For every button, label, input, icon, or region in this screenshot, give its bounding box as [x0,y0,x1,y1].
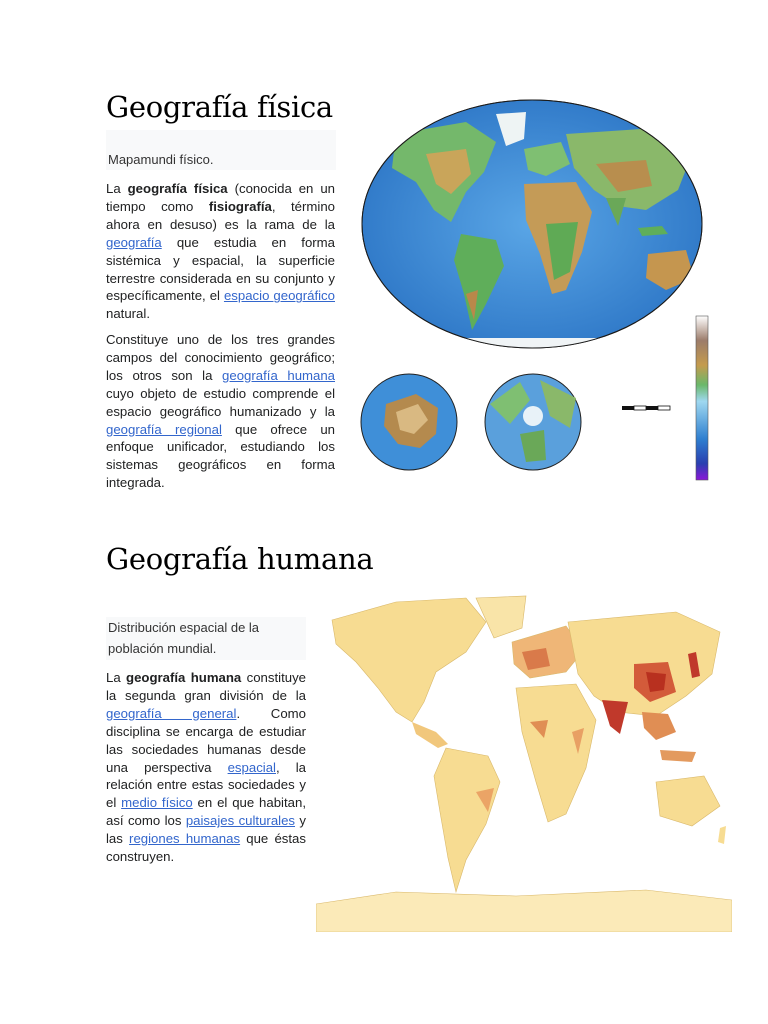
elevation-legend [694,314,714,482]
link-espacio-geografico[interactable]: espacio geográfico [223,288,335,304]
paragraph-fisica-1 [106,180,335,323]
physical-world-map [356,94,708,354]
text: , la relación entre estas sociedades y el [106,759,306,811]
link-geografia-regional[interactable]: geografía regional [106,421,222,437]
caption-text: Distribución espacial de la población mundial. [108,620,260,656]
map-caption-poblacion [106,617,306,660]
link-geografia-humana[interactable]: geografía humana [222,367,336,383]
bold-term: geografía física [127,181,228,196]
scale-bar [618,396,674,420]
arctic-globe [480,364,586,480]
bold-term: fisiografía [208,198,272,214]
section-title-geografia-fisica: Geografía física [106,90,333,124]
link-geografia[interactable]: geografía [106,234,162,250]
text: cuyo objeto de estudio comprende el espacio geográfico humanizado y la [106,385,335,419]
paragraph-humana-1 [106,669,306,866]
paragraph-fisica-2 [106,331,335,492]
link-regiones-humanas[interactable]: regiones humanas [129,831,241,847]
link-paisajes-culturales[interactable]: paisajes culturales [185,813,296,829]
caption-text: Mapamundi físico. [108,152,214,167]
text: , término ahora en desuso) es la rama de la [106,198,335,232]
link-geografia-general[interactable]: geografía general [106,705,237,721]
text: natural. [106,306,150,322]
map-caption-fisico [106,130,336,170]
text: Constituye uno de los tres grandes campos del conocimiento geográfico; los otros son la [106,332,335,383]
text: (conocida en un tiempo como [106,181,335,214]
text: constituye la segunda gran división de la [106,670,306,703]
bold-term: geografía humana [126,670,242,685]
text: y las [106,813,306,847]
link-espacial[interactable]: espacial [227,759,276,775]
section-title-geografia-humana: Geografía humana [106,542,374,576]
text: La [106,181,128,196]
text: que estudia en forma sistémica y espacial, la superficie terrestre considerada en su conjunto y específicamente, el [106,234,335,304]
text: en el que habitan, así como los [106,795,306,829]
link-medio-fisico[interactable]: medio físico [121,795,193,811]
population-world-map [316,592,732,932]
text: que éstas construyen. [106,831,306,865]
text: . Como disciplina se encarga de estudiar las sociedades humanas desde una perspectiva [106,705,306,775]
antarctica-globe [356,364,462,480]
text: que ofrece un enfoque unificador, estudiando los sistemas geográficos en forma integrada. [106,421,335,491]
text: La [106,670,127,685]
